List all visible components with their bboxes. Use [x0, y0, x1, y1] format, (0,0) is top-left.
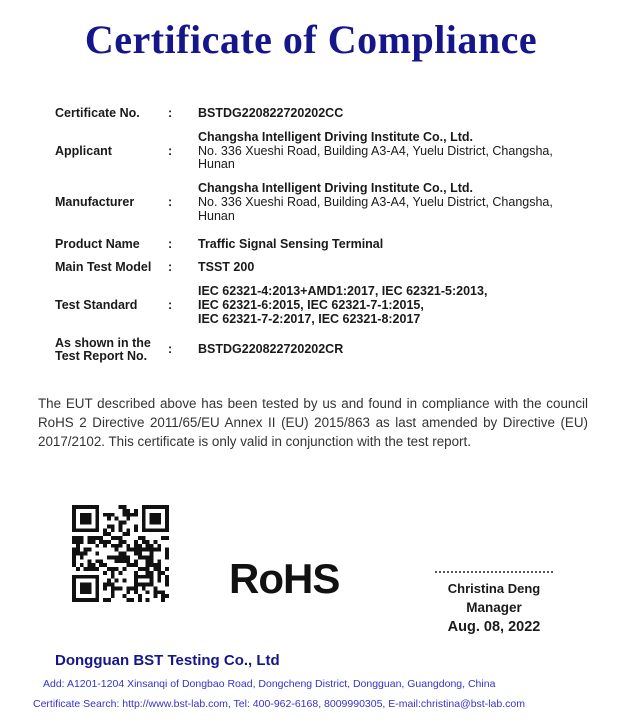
- test-standard-label: Test Standard: [55, 297, 138, 312]
- field-colon: :: [168, 342, 173, 357]
- applicant-value: [198, 131, 592, 172]
- footer-address: Add: A1201-1204 Xinsanqi of Dongbao Road, Dongcheng District, Dongguan, Guangdong, China: [43, 678, 496, 690]
- main-test-model-label: Main Test Model: [55, 260, 152, 275]
- applicant-address-line1: No. 336 Xueshi Road, Building A3-A4, Yuelu District, Changsha,: [198, 143, 553, 158]
- footer: [0, 652, 622, 710]
- field-row-test-report-no: [55, 337, 592, 365]
- applicant-label: Applicant: [55, 143, 112, 158]
- applicant-address-line2: Hunan: [198, 157, 235, 172]
- qr-code: [72, 505, 169, 602]
- field-row-main-test-model: [55, 261, 592, 275]
- signature-block: [432, 571, 556, 637]
- field-colon: :: [168, 260, 173, 275]
- manufacturer-company: Changsha Intelligent Driving Institute Co., Ltd.: [198, 181, 473, 196]
- test-report-no-label-line1: As shown in the: [55, 335, 151, 350]
- test-report-no-label: [55, 337, 168, 365]
- manufacturer-address-line1: No. 336 Xueshi Road, Building A3-A4, Yuelu District, Changsha,: [198, 194, 553, 209]
- compliance-statement: The EUT described above has been tested by us and found in compliance with the council RoHS 2 Directive 2011/65/EU Annex II (EU) 2015/863 as last amended by Directive (EU) 2017/2102. This certificate is only valid in conjunction with the test report.: [38, 396, 588, 450]
- field-colon: :: [168, 143, 173, 158]
- test-report-no-value: BSTDG220822720202CR: [198, 342, 344, 357]
- field-colon: :: [168, 236, 173, 251]
- manufacturer-label: Manufacturer: [55, 194, 135, 209]
- field-row-product-name: [55, 238, 592, 252]
- manufacturer-address-line2: Hunan: [198, 208, 235, 223]
- signatory-name: Christina Deng: [447, 581, 541, 597]
- certificate-no-value: BSTDG220822720202CC: [198, 106, 344, 120]
- field-row-applicant: [55, 131, 592, 172]
- footer-contact: Certificate Search: http://www.bst-lab.com, Tel: 400-962-6168, 8009990305, E-mail:christina@bst-lab.com: [33, 698, 525, 710]
- signature-date: Aug. 08, 2022: [447, 619, 541, 636]
- field-row-certificate-no: [55, 107, 592, 121]
- manufacturer-value: [198, 182, 592, 223]
- test-standard-line1: IEC 62321-4:2013+AMD1:2017, IEC 62321-5:2013,: [198, 284, 488, 299]
- certificate-no-label: Certificate No.: [55, 106, 140, 120]
- certificate-fields: [0, 107, 622, 364]
- footer-company-name: Dongguan BST Testing Co., Ltd: [55, 652, 280, 669]
- field-row-test-standard: [55, 285, 592, 326]
- product-name-value: Traffic Signal Sensing Terminal: [198, 236, 384, 251]
- field-colon: :: [168, 194, 173, 209]
- test-standard-line2: IEC 62321-6:2015, IEC 62321-7-1:2015,: [198, 297, 424, 312]
- page-title: Certificate of Compliance: [84, 17, 538, 62]
- applicant-company: Changsha Intelligent Driving Institute Co., Ltd.: [198, 129, 473, 144]
- field-colon: :: [168, 297, 173, 312]
- signatory-title: Manager: [466, 600, 522, 616]
- field-colon: :: [168, 106, 173, 120]
- marks-row: [0, 505, 622, 637]
- field-row-manufacturer: [55, 182, 592, 223]
- signature-dotted-line: [435, 571, 553, 573]
- rohs-logo: RoHS: [229, 555, 340, 603]
- test-report-no-label-line2: Test Report No.: [55, 349, 148, 364]
- test-standard-line3: IEC 62321-7-2:2017, IEC 62321-8:2017: [198, 311, 421, 326]
- test-standard-value: [198, 285, 592, 326]
- main-test-model-value: TSST 200: [198, 260, 255, 275]
- product-name-label: Product Name: [55, 236, 140, 251]
